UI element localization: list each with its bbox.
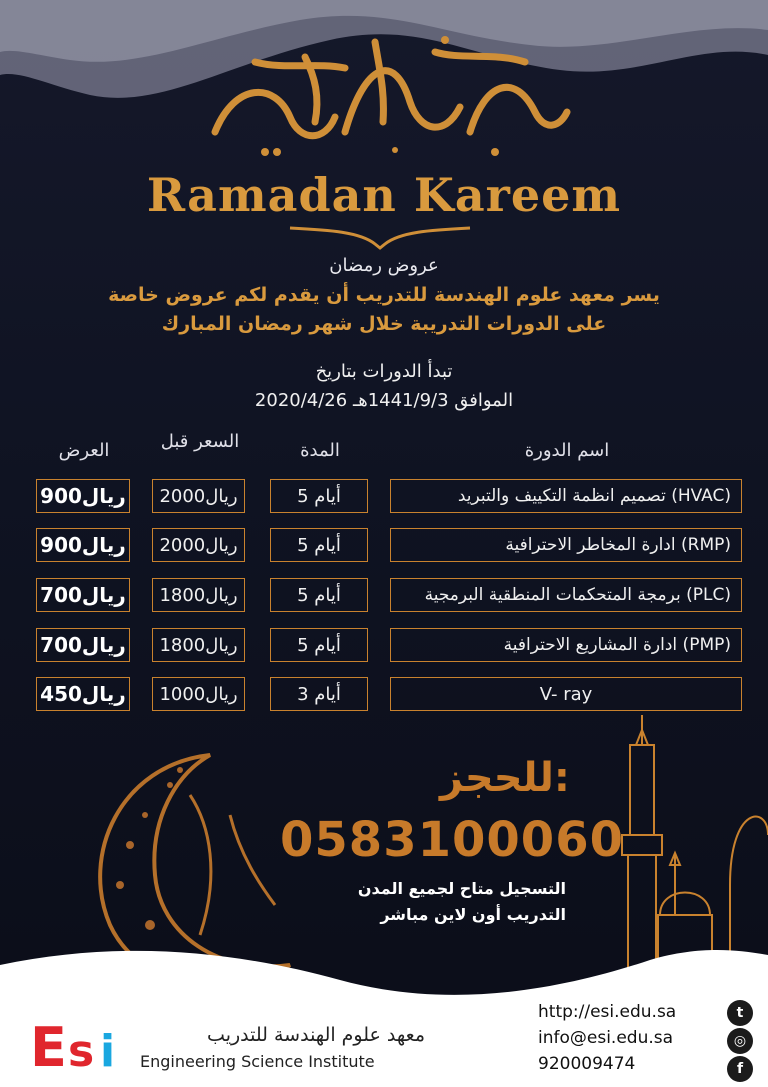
start-line-1: تبدأ الدورات بتاريخ: [315, 361, 453, 382]
course-price: 1000ريال: [152, 677, 245, 711]
course-offer: 700ريال: [36, 628, 130, 662]
header-offer: العرض: [58, 440, 110, 461]
course-name: ادارة المخاطر الاحترافية (RMP): [390, 528, 742, 562]
twitter-icon[interactable]: t: [727, 1000, 753, 1026]
course-duration: 5 أيام: [270, 528, 368, 562]
course-offer: 900ريال: [36, 528, 130, 562]
header-duration: المدة: [300, 440, 340, 461]
course-offer: 900ريال: [36, 479, 130, 513]
registration-line-1: التسجيل متاح لجميع المدن: [357, 879, 566, 898]
svg-text:E: E: [30, 1018, 67, 1073]
start-line-2: 2020/4/26 الموافق 1441/9/3هـ: [254, 390, 514, 411]
offer-line-1: يسر معهد علوم الهندسة للتدريب أن يقدم لكم عروض خاصة: [108, 284, 660, 306]
course-duration: 5 أيام: [270, 628, 368, 662]
svg-text:i: i: [100, 1026, 116, 1073]
gold-flourish: [280, 220, 480, 250]
course-offer: 700ريال: [36, 578, 130, 612]
course-name: تصميم انظمة التكييف والتبريد (HVAC): [390, 479, 742, 513]
phone-number[interactable]: 920009474: [538, 1054, 636, 1074]
course-price: 1800ريال: [152, 628, 245, 662]
email-link[interactable]: info@esi.edu.sa: [538, 1028, 674, 1048]
website-link[interactable]: http://esi.edu.sa: [538, 1002, 677, 1022]
course-name: برمجة المتحكمات المنطقية البرمجية (PLC): [390, 578, 742, 612]
instagram-icon[interactable]: ◎: [727, 1028, 753, 1054]
ramadan-kareem-calligraphy: [195, 22, 575, 162]
title-ramadan-kareem: Ramadan Kareem: [146, 168, 622, 222]
institute-name-english: Engineering Science Institute: [140, 1052, 375, 1071]
header-course: اسم الدورة: [524, 440, 610, 461]
svg-text:s: s: [68, 1026, 95, 1073]
booking-phone[interactable]: 0583100060: [280, 812, 624, 868]
course-name: ادارة المشاريع الاحترافية (PMP): [390, 628, 742, 662]
course-price: 1800ريال: [152, 578, 245, 612]
course-duration: 3 أيام: [270, 677, 368, 711]
course-price: 2000ريال: [152, 528, 245, 562]
course-price: 2000ريال: [152, 479, 245, 513]
offer-heading: عروض رمضان: [329, 255, 439, 276]
registration-line-2: التدريب أون لاين مباشر: [380, 905, 566, 924]
course-duration: 5 أيام: [270, 578, 368, 612]
esi-logo: [30, 1018, 125, 1073]
facebook-icon[interactable]: f: [727, 1056, 753, 1082]
offer-line-2: على الدورات التدريبة خلال شهر رمضان المبارك: [161, 313, 607, 335]
course-duration: 5 أيام: [270, 479, 368, 513]
course-name: V- ray: [390, 677, 742, 711]
header-price-before: السعر قبل: [160, 431, 240, 452]
booking-label: للحجز:: [440, 755, 570, 801]
course-offer: 450ريال: [36, 677, 130, 711]
institute-name-arabic: معهد علوم الهندسة للتدريب: [207, 1024, 425, 1046]
